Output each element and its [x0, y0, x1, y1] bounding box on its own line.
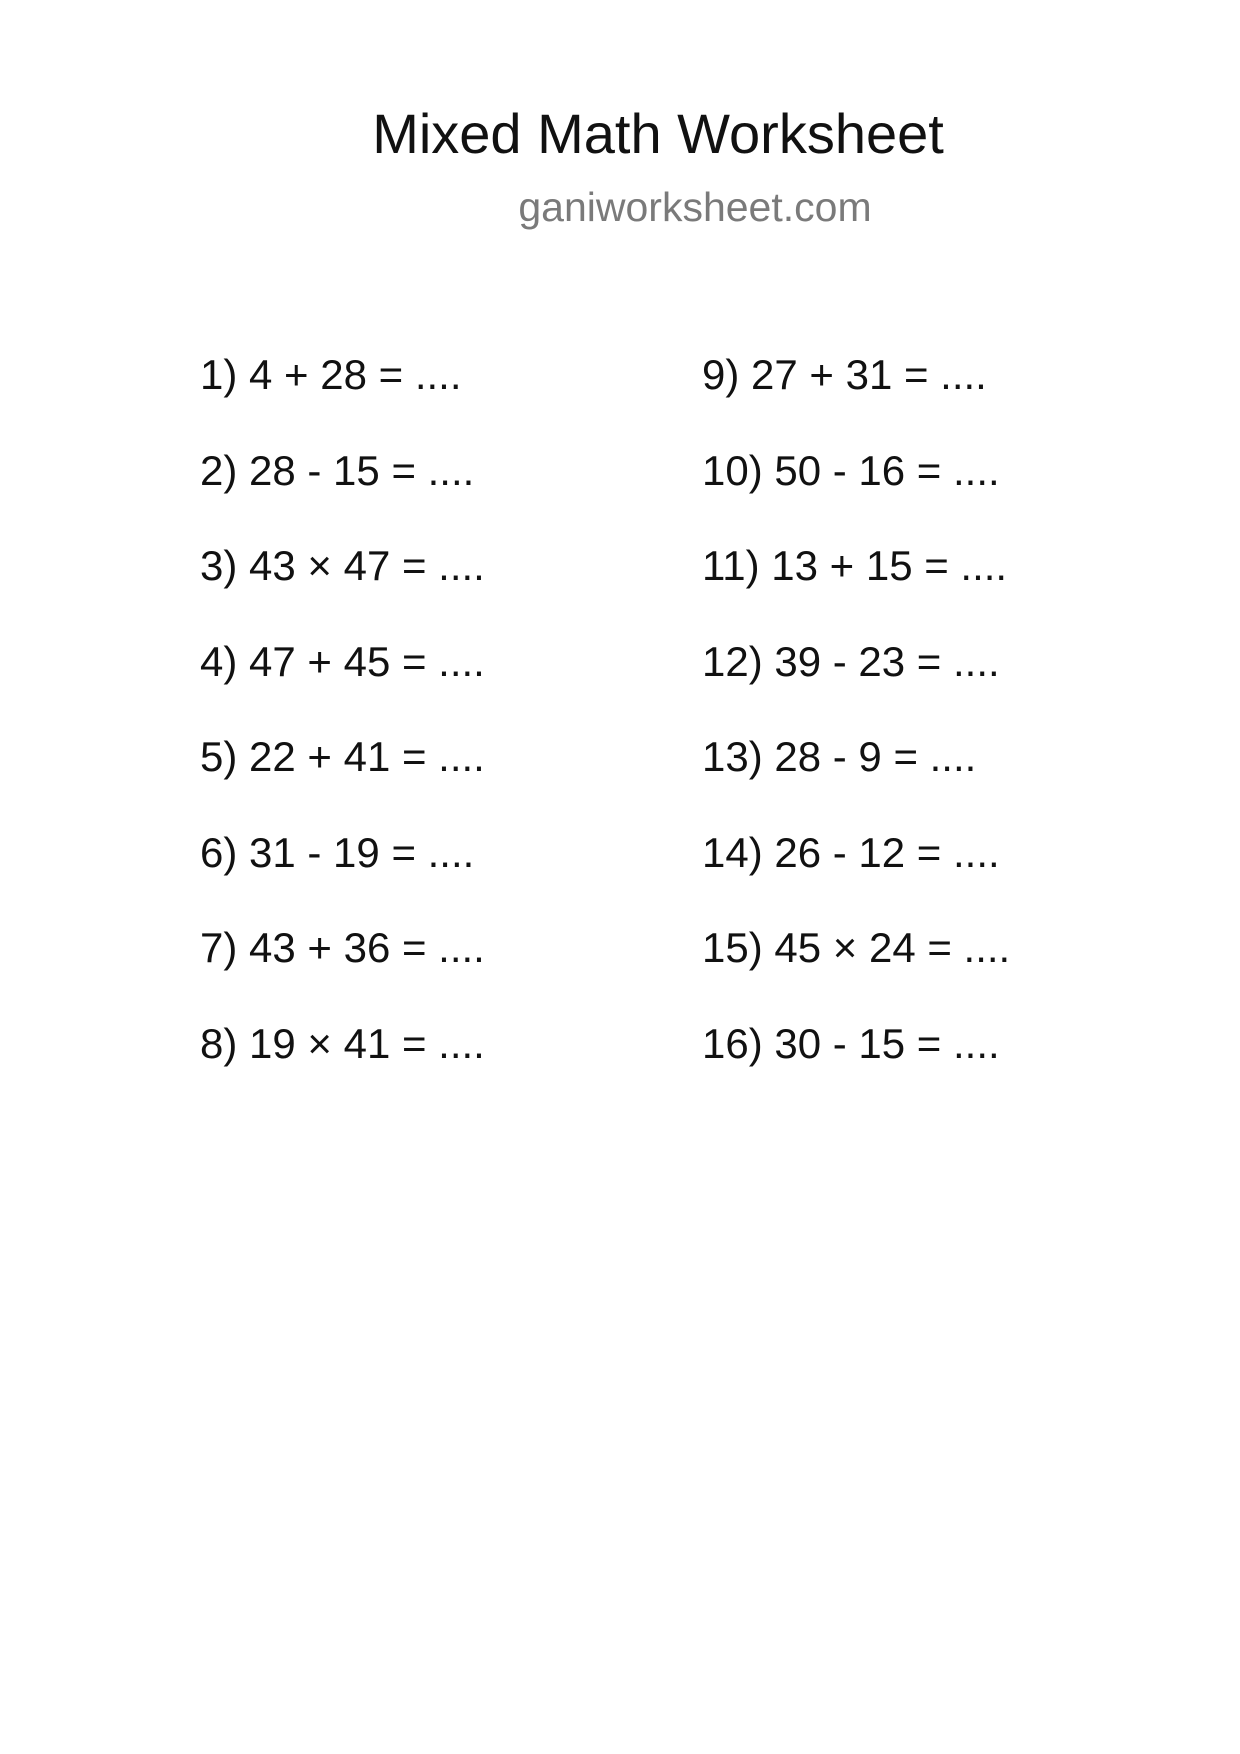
problem-item: 12) 39 - 23 = ....	[702, 637, 1000, 685]
problem-item: 1) 4 + 28 = ....	[200, 351, 462, 398]
problem-item: 9) 27 + 31 = ....	[702, 351, 987, 398]
problem-item: 16) 30 - 15 = ....	[702, 1019, 1000, 1067]
problem-item: 6) 31 - 19 = ....	[200, 828, 475, 876]
problem-item: 11) 13 + 15 = ....	[702, 542, 1008, 589]
problem-item: 5) 22 + 41 = ....	[200, 733, 485, 780]
problem-item: 13) 28 - 9 = ....	[702, 733, 977, 780]
problem-item: 7) 43 + 36 = ....	[200, 924, 485, 971]
problem-item: 8) 19 × 41 = ....	[200, 1019, 485, 1067]
problem-item: 15) 45 × 24 = ....	[702, 924, 1011, 971]
worksheet-site: ganiworksheet.com	[518, 184, 872, 230]
problem-column-right	[702, 350, 1010, 1114]
worksheet-title: Mixed Math Worksheet	[372, 102, 944, 165]
problem-item: 10) 50 - 16 = ....	[702, 446, 1000, 494]
problem-item: 4) 47 + 45 = ....	[200, 637, 485, 685]
problem-item: 3) 43 × 47 = ....	[200, 542, 485, 589]
problem-item: 2) 28 - 15 = ....	[200, 446, 475, 494]
problem-column-left	[200, 350, 485, 1114]
problem-item: 14) 26 - 12 = ....	[702, 828, 1000, 876]
